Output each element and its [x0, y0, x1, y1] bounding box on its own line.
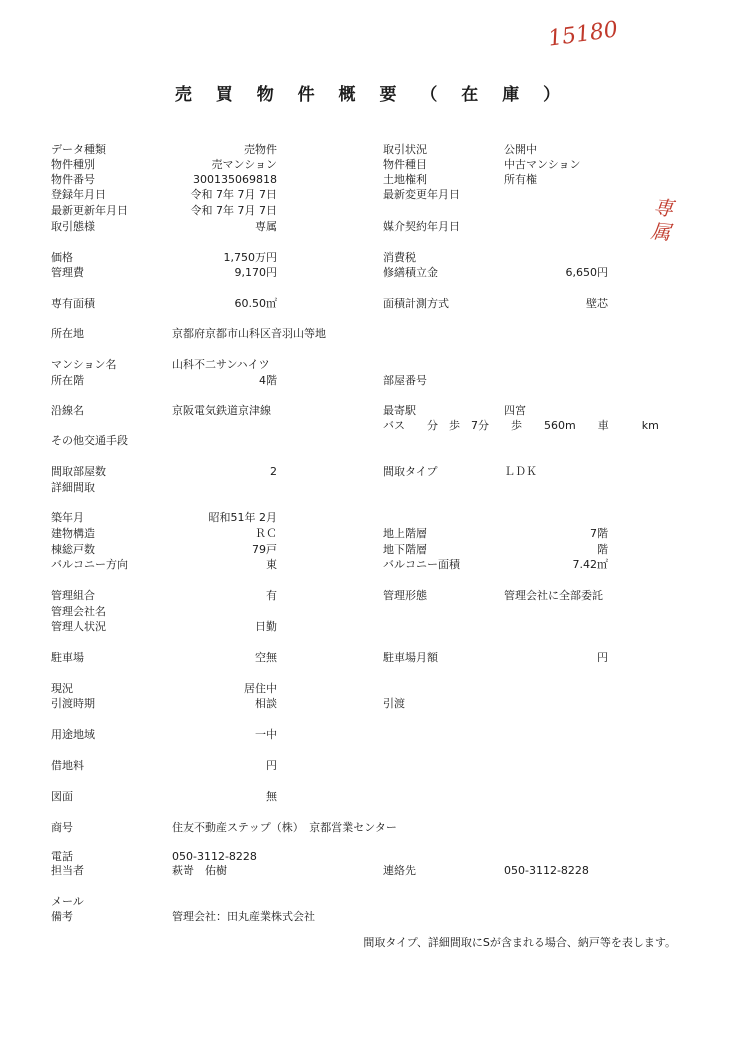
handwritten-stamp: 専属	[649, 194, 675, 245]
row-label: マンション名	[51, 358, 117, 371]
row-label-2: 土地権利	[383, 173, 427, 186]
row-label-2: 駐車場月額	[383, 651, 438, 664]
row-label: 電話	[51, 850, 73, 863]
row-label: 所在階	[51, 374, 84, 387]
row-label: 取引態様	[51, 220, 95, 233]
row-value: 昭和51年 2月	[208, 511, 277, 524]
row-label: 建物構造	[51, 527, 95, 540]
row-label-2: バス 分 歩 7分 歩 560m 車 km	[383, 419, 659, 432]
row-label: 物件番号	[51, 173, 95, 186]
row-label-2: バルコニー面積	[383, 558, 460, 571]
row-label: 物件種別	[51, 158, 95, 171]
row-label: 管理組合	[51, 589, 95, 602]
row-label-2: 最寄駅	[383, 404, 416, 417]
handwritten-number: 15180	[546, 17, 620, 52]
row-label: 備考	[51, 910, 73, 923]
row-value: 管理会社：田丸産業株式会社	[172, 910, 315, 923]
row-label-2: 面積計測方式	[383, 297, 449, 310]
row-label-2: 地上階層	[383, 527, 427, 540]
row-label: 現況	[51, 682, 73, 695]
row-value-2: 円	[597, 651, 608, 664]
row-value-2: 7階	[590, 527, 608, 540]
row-label: 専有面積	[51, 297, 95, 310]
row-value-2: 壁芯	[586, 297, 608, 310]
row-label-2: 修繕積立金	[383, 266, 438, 279]
row-value: 山科不二サンハイツ	[172, 358, 270, 371]
row-value-2: 階	[597, 543, 608, 556]
row-label-2: 間取タイプ	[383, 465, 438, 478]
row-value: 相談	[255, 697, 277, 710]
row-label-2: 引渡	[383, 697, 405, 710]
row-value-2: 所有権	[504, 173, 537, 186]
row-label: 管理会社名	[51, 605, 106, 618]
row-label: メール	[51, 895, 84, 908]
row-value: 無	[266, 790, 277, 803]
row-value: ＲＣ	[255, 527, 277, 540]
row-label: 最新更新年月日	[51, 204, 128, 217]
row-value-2: 050-3112-8228	[504, 864, 589, 877]
row-label: 図面	[51, 790, 73, 803]
row-label-2: 最新変更年月日	[383, 188, 460, 201]
row-label: 担当者	[51, 864, 84, 877]
row-value: 居住中	[244, 682, 277, 695]
row-label: 管理費	[51, 266, 84, 279]
row-value-2: 7.42㎡	[572, 558, 608, 571]
row-label: 間取部屋数	[51, 465, 106, 478]
row-label: 借地料	[51, 759, 84, 772]
row-value: 京都府京都市山科区音羽山等地	[172, 327, 326, 340]
row-label: 登録年月日	[51, 188, 106, 201]
row-value-2: 管理会社に全部委託	[504, 589, 603, 602]
row-label: 詳細間取	[51, 481, 95, 494]
row-value: 有	[266, 589, 277, 602]
row-value-2: 四宮	[504, 404, 526, 417]
row-label-2: 管理形態	[383, 589, 427, 602]
footnote: 間取タイプ、詳細間取にSが含まれる場合、納戸等を表します。	[363, 936, 676, 949]
row-label: 引渡時期	[51, 697, 95, 710]
row-value: 専属	[255, 220, 277, 233]
row-label-2: 消費税	[383, 251, 416, 264]
row-value-2: ＬＤＫ	[504, 465, 537, 478]
row-value: 令和 7年 7月 7日	[190, 188, 277, 201]
row-label: 駐車場	[51, 651, 84, 664]
row-value: 一中	[255, 728, 277, 741]
row-value: 東	[266, 558, 277, 571]
row-value: 令和 7年 7月 7日	[190, 204, 277, 217]
row-value-2: 公開中	[504, 143, 537, 156]
row-value-2: 中古マンション	[504, 158, 581, 171]
row-value: 9,170円	[234, 266, 277, 279]
row-label: 用途地域	[51, 728, 95, 741]
row-value: 売物件	[244, 143, 277, 156]
row-label-2: 地下階層	[383, 543, 427, 556]
row-label: その他交通手段	[51, 434, 128, 447]
row-value: 050-3112-8228	[172, 850, 257, 863]
row-value: 300135069818	[193, 173, 277, 186]
row-label: バルコニー方向	[51, 558, 128, 571]
page-title: 売 買 物 件 概 要 （ 在 庫 ）	[174, 85, 570, 105]
row-label: 商号	[51, 821, 73, 834]
row-label: 価格	[51, 251, 73, 264]
row-label: 所在地	[51, 327, 84, 340]
row-label: 沿線名	[51, 404, 84, 417]
row-label: 築年月	[51, 511, 84, 524]
row-value: 60.50㎡	[234, 297, 277, 310]
row-value-2: 6,650円	[565, 266, 608, 279]
row-label: データ種類	[51, 143, 106, 156]
row-value: 京阪電気鉄道京津線	[172, 404, 271, 417]
row-value: 79戸	[252, 543, 277, 556]
row-label-2: 連絡先	[383, 864, 416, 877]
row-value: 1,750万円	[223, 251, 277, 264]
row-value: 日勤	[255, 620, 277, 633]
row-value: 4階	[259, 374, 277, 387]
row-value: 空無	[255, 651, 277, 664]
row-label: 管理人状況	[51, 620, 106, 633]
row-value: 2	[270, 465, 277, 478]
row-value: 住友不動産ステップ（株） 京都営業センター	[172, 821, 397, 834]
row-label: 棟総戸数	[51, 543, 95, 556]
row-label-2: 取引状況	[383, 143, 427, 156]
row-value: 売マンション	[211, 158, 277, 171]
row-label-2: 媒介契約年月日	[383, 220, 460, 233]
row-label-2: 部屋番号	[383, 374, 427, 387]
row-value: 円	[266, 759, 277, 772]
row-label-2: 物件種目	[383, 158, 427, 171]
row-value: 萩嵜 佑樹	[172, 864, 227, 877]
